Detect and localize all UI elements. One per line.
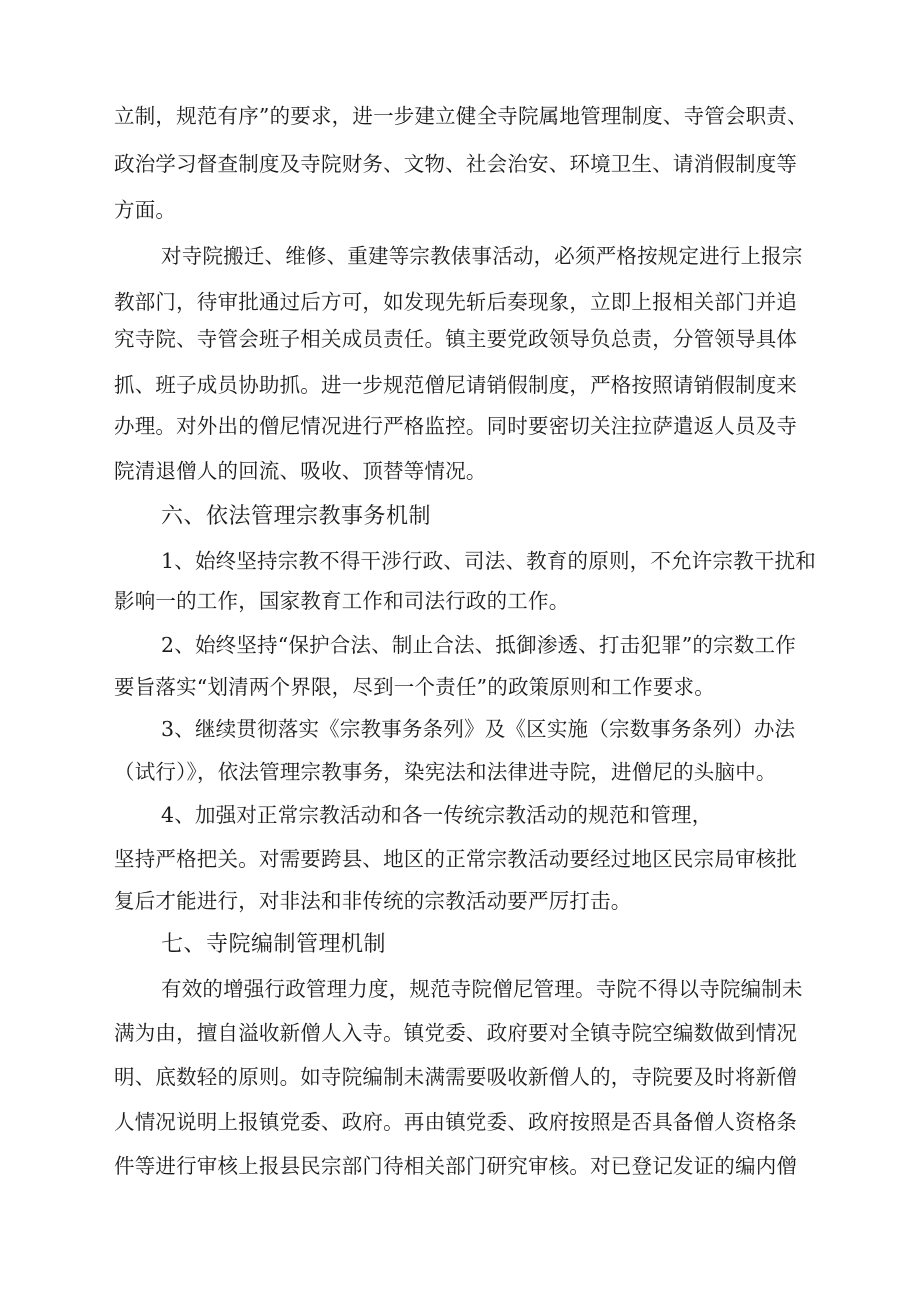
text-line: 对寺院搬迁、维修、重建等宗教俵事活动，必须严格按规定进行上报宗: [161, 244, 803, 268]
text-line: 3、继续贯彻落实《宗教事务条列》及《区实施（宗数事务条列）办法: [161, 717, 796, 741]
text-line: 要旨落实“划清两个界限，尽到一个责任”的政策原则和工作要求。: [114, 675, 715, 699]
text-line: 办理。对外出的僧尼情况进行严格监控。同时要密切关注拉萨遣返人员及寺: [114, 414, 798, 438]
section-heading-7: 七、寺院编制管理机制: [161, 932, 387, 957]
text-line: 方面。: [114, 198, 177, 222]
section-heading-6: 六、依法管理宗教事务机制: [161, 504, 432, 529]
text-line: 件等进行审核上报县民宗部门待相关部门研究审核。对已登记发证的编内僧: [114, 1154, 798, 1178]
text-line: 2、始终坚持“保护合法、制止合法、抵御渗透、打击犯罪”的宗数工作: [161, 633, 796, 657]
text-line: 政治学习督查制度及寺院财务、文物、社会治安、环境卫生、请消假制度等: [114, 152, 798, 176]
text-line: 究寺院、寺管会班子相关成员责任。镇主要党政领导负总责，分管领导具体: [114, 327, 798, 351]
text-line: 立制，规范有序”的要求，进一步建立健全寺院属地管理制度、寺管会职责、: [114, 104, 808, 128]
text-line: 1、始终坚持宗教不得干涉行政、司法、教育的原则，不允许宗教干扰和: [161, 549, 816, 573]
text-line: 教部门，待审批通过后方可，如发现先斩后奏现象，立即上报相关部门并追: [114, 290, 798, 314]
text-line: 影响一的工作，国家教育工作和司法行政的工作。: [114, 589, 570, 613]
text-line: 复后才能进行，对非法和非传统的宗教活动要严厉打击。: [114, 889, 632, 913]
text-line: 人情况说明上报镇党委、政府。再由镇党委、政府按照是否具备僧人资格条: [114, 1110, 798, 1134]
text-line: 抓、班子成员协助抓。进一步规范僧尼请销假制度，严格按照请销假制度来: [114, 373, 798, 397]
text-line: 有效的增强行政管理力度，规范寺院僧尼管理。寺院不得以寺院编制未: [161, 977, 803, 1001]
text-line: 满为由，擅自溢收新僧人入寺。镇党委、政府要对全镇寺院空编数做到情况: [114, 1021, 798, 1045]
text-line: 明、底数轻的原则。如寺院编制未满需要吸收新僧人的，寺院要及时将新僧: [114, 1065, 798, 1089]
text-line: 院清退僧人的回流、吸收、顶替等情况。: [114, 459, 487, 483]
text-line: 坚持严格把关。对需要跨县、地区的正常宗教活动要经过地区民宗局审核批: [114, 847, 798, 871]
text-line: 4、加强对正常宗教活动和各一传统宗教活动的规范和管理，: [161, 803, 713, 827]
text-line: （试行）》，依法管理宗教事务，染宪法和法律进寺院，进僧尼的头脑中。: [114, 760, 777, 784]
